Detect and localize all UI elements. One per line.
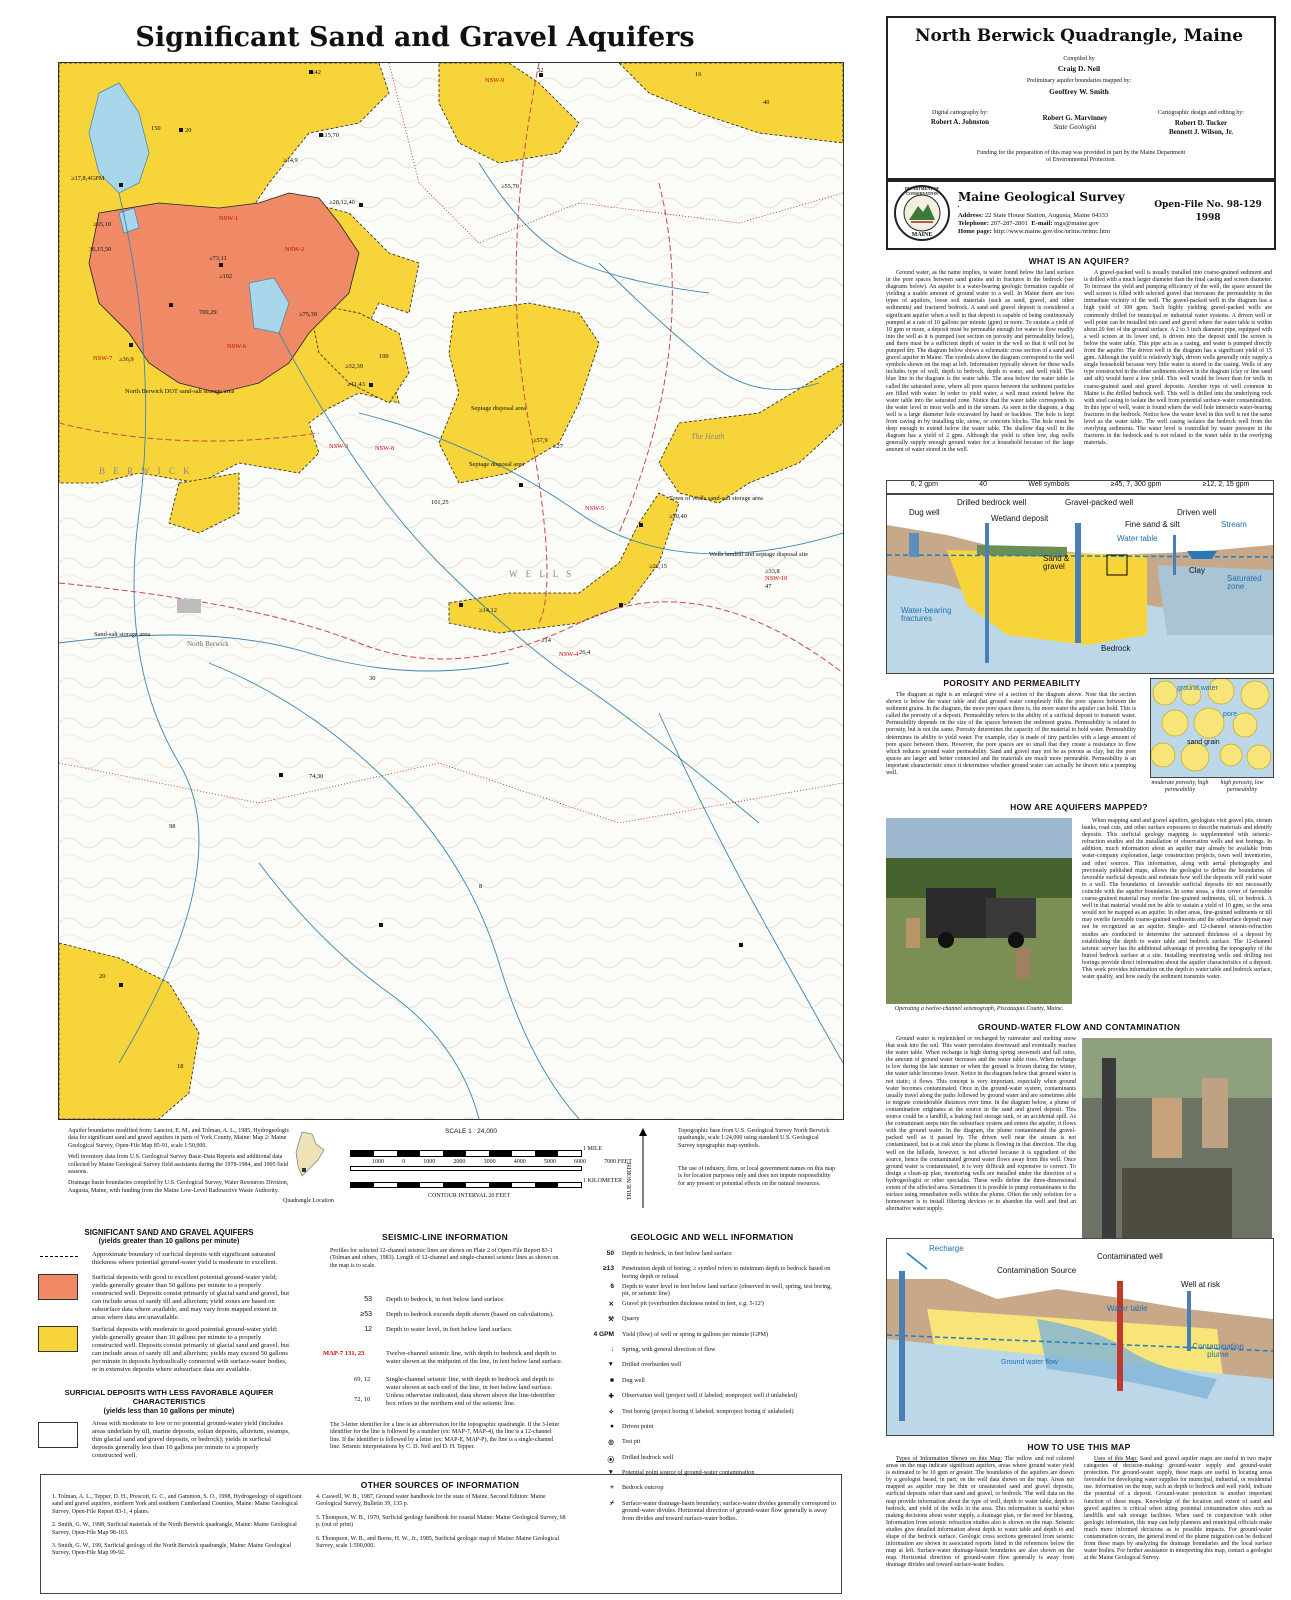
survey-rule (958, 206, 959, 207)
map-value: 32 (537, 67, 544, 74)
howto-left-text: The yellow and red colored areas on the map indicate significant aquifers, areas where ground water yield is estimated to be 10 gpm or greater. The boundaries of the aquifers are drawn by a geologist based, in part, on the well data shown on the map. Areas not mapped as aquifer may be thin or unsaturated sand and gravel deposits, surficial deposits other than sand and gravel, or bedrock. The well data on the map provide information about the type of well, depth to water table, depth to bedrock, and yield of the wells in the area. This information is useful when making decisions about water supply, a drainage plan, or the need for blasting. Information from seismic refraction studies also is shown on the map. Seismic studies give detailed information about depth to water table and depth to and shape of the bedrock surface. Geologic cross sections generated from seismic information are shown in associated reports listed in the references below the map at left. Surface-water drainage-basin boundaries are also shown on the map. Horizontal direction of ground-water flow generally is away from drainage divides and toward surface-water bodies. (886, 1456, 1074, 1569)
well-symbol-items (890, 481, 1270, 488)
tick: 7000 FEET (604, 1159, 632, 1165)
map-value: ≥14,9 (283, 157, 298, 164)
geologic-symbol: ⚒ (608, 1316, 614, 1324)
geologic-legend-row (584, 1283, 836, 1298)
maine-outline-icon (290, 1130, 326, 1178)
geologic-legend-list (584, 1250, 836, 1522)
howto-right-head: Uses of this Map: (1094, 1456, 1138, 1462)
open-file-year: 1998 (1195, 213, 1221, 223)
true-north-label: TRUE NORTH (627, 1162, 633, 1200)
label-sand-grain: sand grain (1187, 739, 1220, 746)
geologist-title: State Geologist (1053, 123, 1097, 131)
map-note: Drainage basin boundaries compiled by U.S. Geological Survey, Water Resources Division, Augusta, Maine, with funding from the Maine Low-Level Radioactive Waste Authority. (68, 1180, 289, 1194)
mapped-text (1082, 818, 1272, 983)
open-file-number: Open-File No. 98-129 (1154, 200, 1262, 210)
porosity-diagram (1150, 678, 1274, 778)
label-saturated: Saturated zone (1227, 574, 1262, 591)
aquifer-text-left (886, 270, 1074, 456)
map-value: 74,30 (309, 773, 324, 780)
map-value: ≥73,11 (209, 255, 227, 262)
map-value: ≥50,40 (669, 513, 687, 520)
compiled-by: Craig D. Neil (1057, 64, 1101, 73)
map-value: ≥55,70 (501, 183, 519, 190)
map-value: 8 (479, 883, 483, 890)
porosity-title: POROSITY AND PERMEABILITY (943, 678, 1081, 688)
geologic-symbol: ● (610, 1422, 614, 1430)
flow-title: GROUND-WATER FLOW AND CONTAMINATION (977, 1022, 1181, 1032)
geologic-symbol: ↓ (610, 1345, 614, 1353)
seal-bottom-text: MAINE (911, 232, 933, 238)
aquifer-paragraph-left: Ground water, as the name implies, is water found below the land surface in the pore spaces between sand grains and in fractures in the bedrock (see diagrams below). An aquifer is a water-bearing geologic formation capable of yielding a usable amount of ground water to a well. In Maine there are two types of aquifers, loose soil materials (such as sand, gravel, and other sediments) and fractured bedrock. A sand and gravel deposit is considered a significant aquifer when a well in that deposit is capable of being continuously pumped at a rate of 10 gallons per minute (gpm) or more. To sustain a yield of 10 gpm or more, a deposit must be permeable enough for water to flow readily into the well as it is pumped (see section on porosity and permeability below), and there must be a sufficient depth of water in the well so that it will not be pumped dry. The diagram below shows a schematic cross section of a sand and gravel aquifer in Maine. The symbols above the diagram correspond to the well symbols shown on the map at left. Information typically shown for these wells includes type of well, depth to bedrock, depth to water, and well yield. The blue line in the diagram is the water table. The area below the water table is called the saturated zone, where all pore spaces between the sediment particles are filled with water. In order to yield water, a well must extend below the water table into the saturated zone. Notice that the water table corresponds to the water level in most wells and in the stream. As seen in the diagram, a dug well is a large diameter hole excavated by hand or backhoe. The hole is kept from caving in by installing tile, stone, or concrete blocks. The hole must be deep enough to extend below the water table. The shallow dug well in the diagram has a yield of 2 gpm. Although the yield is often low, dug wells generally supply enough ground water for a household because of the large amount of water stored in the well. (886, 270, 1074, 454)
map-notes (68, 1128, 293, 1195)
seismic-id[interactable]: NSW-9 (485, 77, 505, 84)
tick: 3000 (483, 1159, 496, 1165)
map-value: 700,29 (199, 309, 217, 316)
map-value: ≥33,8 (765, 568, 780, 575)
telephone-row (958, 220, 1158, 228)
address-label: Address: (958, 212, 984, 219)
legend-title: SIGNIFICANT SAND AND GRAVEL AQUIFERS (84, 1228, 254, 1237)
map-value: 20 (185, 127, 192, 134)
porosity-paragraph: The diagram at right is an enlarged view of a section of the diagram above. Note that the section shown is below the water table and that ground water completely fills the pore spaces between the sediment grains. In the diagram, the more pore space there is, the more water the aquifer can hold. This is called the porosity of a deposit. Permeability refers to the ability of a surficial deposit to transmit water. Permeability depends on the size of the spaces between the sediment grains. Permeability is related to porosity, but is not the same. Porosity determines the capacity of the material to hold water. Permeability determines its ability to yield water. For example, clay is made of tiny particles with a large amount of pore space between them. However, the pore spaces are so small that they create a resistance to flow which reduces ground water permeability. Sand and gravel may not be as porous as clay, but the pore spaces are larger and better connected and the materials are much more permeable. Permeability is an important characteristic since it determines whether ground water can actually be drawn into a pumping well. (886, 692, 1136, 777)
map-value: 100 (379, 353, 389, 360)
map-label-septage-2: Septage disposal area (469, 461, 525, 468)
contamination-svg (887, 1239, 1273, 1435)
geologic-symbol: ▼ (607, 1361, 614, 1369)
tick: 0 (402, 1159, 406, 1165)
map-value: ≥41,43 (347, 381, 365, 388)
quad-location-label: Quadrangle Location (283, 1198, 334, 1204)
flow-paragraph: Ground water is replenished or recharged by rainwater and melting snow that soak into the soil. This water percolates downward and eventually reaches the water table. When recharge is high during spring snowmelt and fall rains, the amount of ground water increases and the water table rises. When recharge is low during the late summer or when the ground is frozen during the winter, the water table becomes lower. Notice in the diagram below that ground water is not static; it flows. This concept is very important, especially when ground water becomes contaminated. Once in the ground-water system, contaminants usually travel along the paths followed by ground water and are sometimes able to migrate considerable distances over time. In the diagram below, a plume of contamination originates at the source in the sand and gravel deposit. This source could be a landfill, a leaking fuel storage tank, or an accidental spill. As the contaminant seeps into the subsurface system and enters the aquifer, it flows with the ground water. In the diagram, the plume contaminated the gravel-packed well as it passed by. The driven well near the stream is not contaminated, but is at risk since the plume is flowing in that direction. The dug well on the hillside, however, is not affected because it is upgradient of the source, hence the contaminated ground water flows away from this well. Once ground water is contaminated, it is very difficult and expensive to correct. To design a clean-up plan, monitoring wells are installed under the direction of a hydrogeologist or other specialist. These wells define the three-dimensional extent of the affected area. Sometimes it is possible to pump contaminants to the surface using remediation wells within the plume. Often the only solution for a homeowner is to install filtering devices or to abandon the well and find an alternative water supply. (886, 1036, 1076, 1213)
funding-note: Funding for the preparation of this map was provided in part by the Maine Department of Environmental Protection. (976, 150, 1186, 164)
map-value: 47 (765, 583, 772, 590)
map-note: Well inventory data from U.S. Geological Survey Basic-Data Reports and additional data collected by Maine Geological Survey field assistants during the 1978-1984, and 1995 field seasons. (68, 1154, 289, 1176)
howto-left-head: Types of Information Shown on this Map: (896, 1456, 1003, 1462)
topo-note: Topographic base from U.S. Geological Survey North Berwick quadrangle, scale 1:24,000 using standard U.S. Geological Survey topographic map symbols. (678, 1128, 830, 1149)
geologic-description: Potential point source of ground-water contamination (622, 1469, 755, 1477)
single-channel-symbol-2: 72, 10 (354, 1396, 371, 1403)
scale-bar-miles (350, 1150, 582, 1157)
label-contam-source: Contamination Source (997, 1266, 1077, 1275)
tick: 1000 (372, 1159, 384, 1165)
geologic-description: Drilled overburden well (622, 1361, 682, 1369)
seismic-sym: 53 (364, 1296, 372, 1303)
contour-interval: CONTOUR INTERVAL 20 FEET (428, 1193, 511, 1199)
geologic-title: GEOLOGIC AND WELL INFORMATION (630, 1232, 794, 1242)
geologic-description: Drilled bedrock well (622, 1453, 674, 1461)
monitoring-well-photo (1082, 1038, 1272, 1244)
legend-white-text: Areas with moderate to low or no potential ground-water yield (includes areas underlain by till, marine deposits, eolian deposits, alluvium, swamps, thin glacial sand and gravel deposits, or bedrock); yields in surficial deposits generally less than 10 gallons per minute to a properly constructed well. (92, 1420, 290, 1459)
compiled-by-label: Compiled by (1063, 56, 1095, 62)
label-sand-gravel: Sand & gravel (1043, 554, 1070, 571)
seismic-id[interactable]: NSW-1 (219, 215, 239, 222)
map-label-the-heath: The Heath (691, 432, 725, 441)
legend-swatch-white (38, 1422, 78, 1448)
geologic-legend-row (584, 1361, 836, 1374)
label-pore: pore (1223, 711, 1238, 718)
mapped-title: HOW ARE AQUIFERS MAPPED? (1010, 802, 1148, 812)
map-value: ≥22,15 (649, 563, 667, 570)
source-ref: 5. Thompson, W. B., 1979, Surficial geology handbook for coastal Maine: Maine Geological Survey, 68 p. (out of print) (316, 1514, 566, 1529)
map-value: 36,15,50 (89, 246, 112, 253)
tick: 2000 (453, 1159, 466, 1165)
map-canvas (59, 63, 843, 1119)
geologic-description: Quarry (622, 1315, 640, 1323)
aquifer-title: WHAT IS AN AQUIFER? (1028, 256, 1130, 266)
prelim-label: Preliminary aquifer boundaries mapped by: (1026, 78, 1132, 84)
map-value: ≥102 (219, 273, 233, 280)
geologic-symbol: ✧ (608, 1408, 614, 1416)
town-block (177, 599, 201, 613)
legend-subtitle: (yields greater than 10 gallons per minute) (98, 1238, 240, 1245)
telephone-label: Telephone: (958, 220, 989, 227)
map-value: ≥57,9 (533, 437, 548, 444)
twelve-channel-text: Twelve-channel seismic line, with depth to bedrock and depth to water shown at the midpoint of the line, in feet below land surface. (386, 1350, 563, 1365)
geologic-symbol: ⦿ (607, 1456, 614, 1464)
scale-label: SCALE 1 : 24,000 (445, 1128, 498, 1135)
map-value: 30 (369, 675, 376, 682)
map-note: Aquifer boundaries modified from: Lanctot, E. M., and Tolman, A. L., 1985, Hydrogeologic data for significant sand and gravel aquifers in parts of York County, Maine: Map 2: Maine Geological Survey, Open-File Map 85-91, scale 1:50,000. (68, 1128, 290, 1149)
geologic-symbol: ✚ (608, 1393, 614, 1401)
scale-bar-km (350, 1182, 582, 1188)
geologic-legend-row (584, 1423, 836, 1436)
quadrangle-title: North Berwick Quadrangle, Maine (914, 26, 1244, 46)
address-value: 22 State House Station, Augusta, Maine 04333 (984, 212, 1109, 219)
label-water-table: Water table (1117, 534, 1158, 543)
well-symbol-item: ≥45, 7, 300 gpm (1110, 481, 1162, 488)
map-value: 40 (763, 99, 770, 106)
label-bedrock: Bedrock (1101, 644, 1131, 653)
geologic-description: Test pit (622, 1438, 641, 1446)
seismic-id[interactable]: NSW-8 (375, 445, 395, 452)
cross-section-svg (887, 495, 1273, 673)
seismic-text: Depth to bedrock exceeds depth shown (based on calculations). (386, 1311, 554, 1318)
geologic-symbol: ◎ (608, 1439, 614, 1447)
geologic-symbol: ■ (610, 1376, 614, 1384)
source-ref: 6. Thompson, W. B., and Borns, H. W., Jr., 1985, Surficial geologic map of Maine: Maine Geological Survey, scale 1:500,000. (316, 1535, 560, 1550)
label-plume: Contamination plume (1192, 1342, 1244, 1359)
source-ref: 1. Tolman, A. L., Tepper, D. H., Prescott, G. C., and Gammon, S. O., 1998, Hydrogeology of significant sand and gravel aquifers, northern York and southern Cumberland Counties, Maine: Maine Geological Survey, Open-File Report 83-1, 4 plates. (52, 1494, 302, 1515)
home-row (958, 228, 1158, 236)
label-stream: Stream (1221, 520, 1247, 529)
seismic-sym: ≥53 (360, 1311, 372, 1318)
seismic-title: SEISMIC-LINE INFORMATION (381, 1232, 509, 1242)
map-label-sand-salt: Sand-salt storage area (94, 631, 151, 638)
map-value: ≥14,12 (479, 607, 497, 614)
aquifer-text-right (1084, 270, 1272, 449)
geologic-symbol: 6 (610, 1282, 614, 1290)
well-symbol-item: 6, 2 gpm (910, 481, 938, 488)
aquifer-paragraph-right: A gravel-packed well is usually installed into coarse-grained sediment and is drilled with a much larger diameter than the final casing and screen diameter. To increase the yield and pumping efficiency of the well, the space around the well screen is filled with selected gravel that increases the permeability in the immediate vicinity of the well. The gravel-packed well in the diagram has a high yield of 300 gpm. Such highly yielding gravel-packed wells are commonly drilled for municipal or industrial water systems. A driven well or well point can be installed into sand and gravel where the water table is within about 20 feet of the ground surface. A 2 to 3 inch diameter pipe, equipped with a well screen at its lower end, is driven into the deposit until the screen is below the water table. This pipe acts as a casing, and water is pumped directly from the aquifer. The driven well in the diagram has a significant yield of 15 gpm. Although the yield is relatively high, driven wells generally only supply a single household because very little water is stored in the casing. Wells of any type constructed in the other sediments shown in the diagram (clay or fine sand and silt) would have a low yield. This well would be lower than for wells in coarse-grained sand and gravel deposits. Another type of well common in Maine is the drilled bedrock well. This well is drilled into the underlying rock with steel casing to isolate the well from potential surface-water contamination. In this type of well, water is found where the well hole intersects water-bearing fractures in the bedrock. Notice how the water level in this well is not the same level as the water table. The well casing isolates the bedrock well from the overlying sediments. The water level is controlled by water pressure in the fractures in the bedrock and is not related to the water table in the overlying materials. (1084, 270, 1272, 447)
howto-right (1084, 1456, 1272, 1564)
email-label: E-mail: (1031, 220, 1053, 227)
north-arrow-icon (638, 1128, 648, 1208)
label-fractures: Water-bearing fractures (901, 606, 952, 623)
seismograph-photo (886, 818, 1072, 1004)
label-ground-water: ground water (1177, 685, 1218, 692)
seismograph-photo-svg (886, 818, 1072, 1004)
single-channel-symbol-1: 69, 12 (354, 1376, 371, 1383)
source-ref: 4. Caswell, W. B., 1987, Ground water handbook for the state of Maine, Second Edition: Maine Geological Survey, Bulletin 39, 135 p. (316, 1494, 546, 1508)
label-driven-well: Driven well (1177, 508, 1217, 517)
geologic-description: Dug well (622, 1376, 645, 1384)
seismic-id[interactable]: NSW-10 (765, 575, 788, 582)
scale-km-label: 1 KILOMETER (583, 1178, 623, 1184)
boundary-line-swatch (40, 1256, 78, 1257)
map-value: 18 (177, 1063, 184, 1070)
well-symbol-item: 40 (979, 481, 988, 488)
geologic-legend-row (584, 1454, 836, 1467)
geologic-symbol: ✕ (608, 1300, 614, 1308)
label-gravel-well: Gravel-packed well (1065, 498, 1134, 507)
label-contaminated-well: Contaminated well (1097, 1252, 1163, 1261)
geologist-name: Robert G. Marvinney (1042, 114, 1108, 122)
digital-label: Digital cartography by: (932, 110, 988, 116)
scale-feet-ticks (372, 1159, 632, 1166)
label-dug-well: Dug well (909, 508, 940, 517)
seismic-text: Depth to bedrock, in feet below land surface. (386, 1296, 505, 1303)
map-label-north-berwick: North Berwick (187, 640, 229, 648)
source-ref: 2. Smith, G. W., 1998, Surficial materials of the North Berwick quadrangle, Maine: Maine Geological Survey, Open-File Map 98-163. (52, 1522, 297, 1536)
monitoring-photo-svg (1082, 1038, 1272, 1244)
legend-less-sub: (yields less than 10 gallons per minute) (103, 1408, 235, 1415)
geologic-legend-row (584, 1392, 836, 1405)
label-gw-flow: Ground water flow (1001, 1359, 1058, 1366)
geologic-description: Depth to water level in feet below land surface (observed in well, spring, test boring, pit, or seismic line) (622, 1282, 832, 1297)
geologic-legend-row (584, 1408, 836, 1421)
geologic-legend-row (584, 1331, 836, 1344)
geologic-description: Observation well (project well if labeled; nonproject well if unlabeled) (622, 1392, 798, 1400)
aquifer-cross-section (886, 494, 1274, 674)
porosity-caption-2: high porosity, low permeability (1220, 780, 1264, 794)
map-value: 101,25 (431, 499, 449, 506)
howto-right-text: Sand and gravel aquifer maps are useful in two major categories of decision-making: ground-water supply and ground-water protection. For ground-water supply, these maps are useful in locating areas favorable for developing water supplies for municipal, industrial, or residential use. Information on the map, such as depth to bedrock and well yield, indicate the potential of a deposit. Ground-water protection is another important function of these maps. Knowledge of the location and extent of sand and gravel aquifers is critical when siting potential contamination sites such as landfills and salt storage facilities. When used in conjunction with other geologic information, this map can help planners and municipal officials make much more informed decisions as to possible impacts. For ground-water contamination occurs, the general trend of the plume migration can be deduced from these maps by analyzing the drainage boundaries and the local surface water bodies. For further assistance in interpreting this map, contact a geologist at the Maine Geological Survey. (1084, 1456, 1272, 1562)
seismic-intro: Profiles for selected 12-channel seismic lines are shown on Plate 2 of Open-File Report 83-1 (Tolman and others, 1983). Length of 12-channel and single-channel seismic lines as shown on the map is to scale. (330, 1248, 559, 1269)
geologic-symbol: ▼ (607, 1469, 614, 1477)
map-value: 150 (151, 125, 161, 132)
seismic-id[interactable]: NSW-5 (585, 505, 605, 512)
email-link[interactable]: mgs@maine.gov (1054, 220, 1099, 227)
geologic-legend-row (584, 1438, 836, 1451)
map-value: ≥36,9 (119, 356, 134, 363)
label-bedrock-well: Drilled bedrock well (957, 498, 1027, 507)
geologic-symbol: ≥13 (603, 1265, 614, 1273)
seismic-id[interactable]: NSW-7 (93, 355, 113, 362)
map-value: ≥14 (541, 637, 551, 644)
howto-left (886, 1456, 1074, 1572)
map-label-berwick: B E R W I C K (99, 466, 193, 476)
label-fine-sand: Fine sand & silt (1125, 520, 1180, 529)
tick: 1000 (423, 1159, 436, 1165)
seismic-sym: 12 (364, 1326, 372, 1333)
map-label-septage-1: Septage disposal area (471, 405, 527, 412)
geologic-legend-row (584, 1315, 836, 1328)
address-row (958, 212, 1158, 220)
geologic-description: Test boring (project boring if labeled; nonproject boring if unlabeled) (622, 1407, 794, 1415)
contamination-cross-section (886, 1238, 1274, 1436)
map-label-wells-landfill: Wells landfill and septage disposal site (709, 551, 809, 558)
geologic-description: Depth to bedrock, in feet below land surface (622, 1250, 732, 1257)
howto-title: HOW TO USE THIS MAP (1027, 1442, 1131, 1452)
geologic-symbol: ⌿ (610, 1499, 614, 1507)
porosity-caption-1: moderate porosity, high permeability (1151, 780, 1209, 794)
map-value: ≥32,39 (345, 363, 363, 370)
map-value: 98 (169, 823, 176, 830)
other-sources-left (52, 1494, 302, 1558)
well-symbol-item: ≥12, 2, 15 gpm (1202, 481, 1250, 488)
survey-contact (958, 212, 1158, 236)
map-value: ≥65,10 (93, 221, 111, 228)
scale-mile-label: 1 MILE (583, 1146, 603, 1152)
label-clay: Clay (1189, 566, 1206, 575)
seal-top-text: DEPARTMENT OF CONSERVATION (904, 186, 940, 196)
geologic-description: Gravel pit (overburden thickness noted in feet, e.g. 5-12') (622, 1299, 764, 1307)
legend-yellow-text: Surficial deposits with moderate to good potential ground-water yield; yields generally greater than 10 gallons per minute to a properly constructed well. Deposits consist primarily of glacial sand and gravel, but can include areas of sandy till and alluvium; yields may exceed 50 gallons per minute in deposits hydraulically connected with surface-water bodies, or in extensive deposits where subsurface data are available. (92, 1326, 290, 1373)
map-value: 16 (695, 71, 702, 78)
map-label-wells-salt: Town of Wells sand-salt storage area (669, 495, 763, 502)
scale-bar-feet (350, 1166, 582, 1171)
label-well-at-risk: Well at risk (1181, 1280, 1220, 1289)
legend-boundary-text: Approximate boundary of surficial deposits with significant saturated thickness where potential ground-water yield is moderate to excellent. (92, 1251, 278, 1266)
north-arrow (638, 1128, 648, 1208)
map-value: ≥42 (311, 69, 321, 76)
telephone-value: 207-287-2801 (990, 220, 1028, 227)
geologic-legend-row (584, 1346, 836, 1359)
seismic-text: Depth to water level, in feet below land surface. (386, 1326, 513, 1333)
legend-less-title: SURFICIAL DEPOSITS WITH LESS FAVORABLE AQUIFER CHARACTERISTICS (64, 1388, 274, 1406)
seismic-note: The 3-letter identifier for a line is an abbreviation for the topographic quadrangle. If the 3-letter identifier for the line is followed by a number (ex: MAP-7, MAP-4), the line is a 12-channel line. If the identifier is followed by a letter (ex: MAP-E, MAP-P), the line is a single-channel line. Seismic interpretations by C. D. Neil and D. H. Tepper. (330, 1422, 560, 1451)
geologic-description: Bedrock outcrop (622, 1484, 664, 1492)
map-value: ≥17,8,4GPM (71, 175, 105, 182)
seismic-id[interactable]: NSW-4 (559, 651, 579, 658)
other-sources-title: OTHER SOURCES OF INFORMATION (360, 1480, 520, 1490)
twelve-channel-symbol: MAP-7 131, 23 (323, 1350, 365, 1357)
map-value: 20 (99, 973, 106, 980)
map-value: ≥75,30 (299, 311, 317, 318)
geologic-symbol: 4 GPM (593, 1330, 614, 1338)
porosity-svg (1151, 679, 1273, 777)
geologic-description: Penetration depth of boring; ≥ symbol refers to minimum depth to bedrock based on boring depth or refusal (622, 1265, 831, 1280)
seismic-id[interactable]: NSW-3 (329, 443, 349, 450)
home-label: Home page: (958, 228, 992, 235)
label-water-table-2: Water table (1107, 1304, 1148, 1313)
legend-red-text: Surficial deposits with good to excellent potential ground-water yield; yields generally greater than 50 gallons per minute to a properly constructed well. Deposits consist primarily of glacial sand and gravel, but can include areas of sandy till and alluvium; yield zones are based on subsurface data where available, and may vary from mapped extent in areas where data are unavailable. (92, 1274, 290, 1321)
geologic-description: Yield (flow) of well or spring in gallons per minute (GPM) (622, 1330, 769, 1338)
map-label-nbk-dot: North Berwick DOT sand-salt storage area (125, 388, 235, 395)
geologic-description: Driven point (622, 1422, 654, 1430)
map-value: ≥28,12,40 (329, 199, 355, 206)
other-sources-right (316, 1494, 566, 1550)
single-channel-text: Single-channel seismic line, with depth to bedrock and depth to water shown at each end of the line, in feet below land surface. Unless otherwise indicated, data shown above the line-identifier box refers to the northern end of the seismic line. (386, 1376, 556, 1407)
page-title: Significant Sand and Gravel Aquifers (135, 22, 695, 53)
quadrangle-location-map (290, 1130, 326, 1178)
map-value: 26,4 (579, 649, 591, 656)
geologic-symbol: + (610, 1484, 614, 1492)
aquifer-map[interactable] (58, 62, 844, 1120)
seismic-id[interactable]: NSW-2 (285, 246, 305, 253)
disclaimer: The use of industry, firm, or local government names on this map is for location purposes only and does not impute responsibility for any present or potential effects on the natural resources. (678, 1166, 836, 1187)
map-value: ≥27 (553, 443, 563, 450)
geologic-legend-row (584, 1300, 836, 1313)
mapped-paragraph: When mapping sand and gravel aquifers, geologists visit gravel pits, stream banks, road cuts, and other surface exposures to describe materials and identify deposits. This surficial geology mapping is supplemented with seismic-refraction studies and the installation of observation wells and test borings. In addition, much information about an aquifer may already be available from water-company exploration, large construction projects, town well inventories, and other sources. This information, along with aerial photography and previously published maps, allows the geologist to define the boundaries of favorable surficial deposits and estimate how well the deposits will yield water to a well. The boundaries of favorable surficial deposits do not necessarily coincide with the aquifer boundaries. In some areas, a thin cover of favorable coarse-grained material may overlie fine-grained sediments, till, or bedrock. A well in that material would not be able to sustain a yield of 10 gpm, so the area would not be mapped as an aquifer. In other areas, fine-grained sediments or till may overlie favorable coarse-grained sediments and the subsurface deposit may not be recognized as an aquifer. Single- and 12-channel seismic-refraction studies are conducted to determine the saturated thickness of a deposit by establishing the depth to water table and bedrock surface. The 12-channel seismic survey has the additional advantage of providing the topography of the buried bedrock surface at a site. Installing monitoring wells and drilling test borings provide direct information about the aquifer characteristics of a deposit. This work provides information on the depth to water table and bedrock surface, water quality, and how easily the sediment transmits water. (1082, 818, 1272, 981)
survey-name: Maine Geological Survey (958, 190, 1125, 204)
seismograph-caption: Operating a twelve-channel seismograph, Piscataquis County, Maine. (894, 1006, 1064, 1012)
design-by-2: Bennett J. Wilson, Jr. (1168, 128, 1234, 136)
geologic-description: Spring, with general direction of flow (622, 1345, 716, 1353)
design-label: Cartographic design and editing by: (1158, 110, 1244, 116)
well-symbol-item: Well symbols (1028, 481, 1070, 488)
legend-swatch-yellow (38, 1326, 78, 1352)
geologic-legend-row (584, 1377, 836, 1390)
geologic-legend-row (584, 1250, 836, 1263)
source-ref: 3. Smith, G. W., 199, Surficial geology of the North Berwick quadrangle, Maine: Maine Geological Survey, Open-File Map 99-92. (52, 1543, 292, 1557)
label-recharge: Recharge (929, 1244, 964, 1253)
tick: 6000 (573, 1159, 586, 1165)
flow-text (886, 1036, 1076, 1215)
tick: 5000 (543, 1159, 556, 1165)
map-value: ≥15,70 (321, 132, 339, 139)
prelim-by: Geoffrey W. Smith (1049, 87, 1109, 96)
geologic-description: Surface-water drainage-basin boundary; surface-water divides generally correspond to ground-water divides. Horizontal direction of ground-water flow generally is away from divides and toward surface-water bodies. (622, 1499, 836, 1522)
porosity-text (886, 692, 1136, 779)
geologic-legend-row (584, 1265, 836, 1280)
tick: 4000 (513, 1159, 526, 1165)
home-link[interactable]: http://www.maine.gov/doc/nrimc/nrimc.htm (993, 228, 1111, 235)
label-wetland: Wetland deposit (991, 514, 1049, 523)
map-label-wells-town: W E L L S (509, 569, 575, 579)
legend-swatch-red (38, 1274, 78, 1300)
geologic-symbol: 50 (606, 1250, 614, 1257)
seismic-id[interactable]: NSW-6 (227, 343, 247, 350)
digital-by: Robert A. Johnston (930, 118, 990, 126)
design-by: Robert D. Tucker (1174, 119, 1228, 127)
